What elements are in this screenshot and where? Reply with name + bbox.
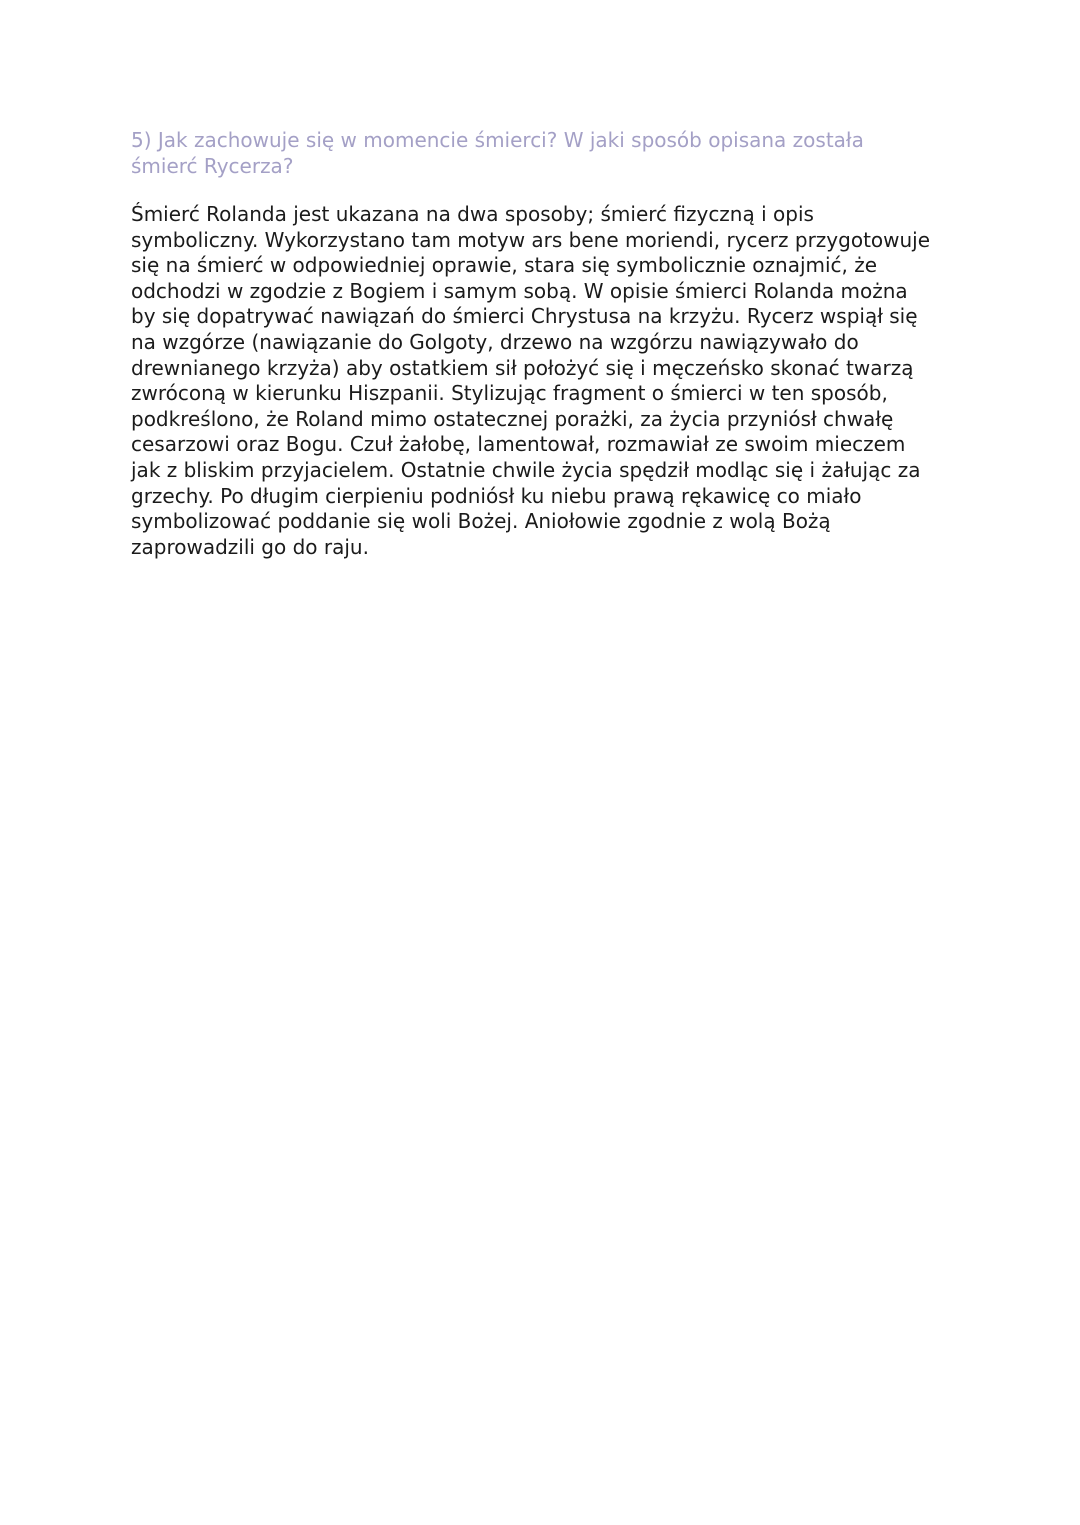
question-heading: 5) Jak zachowuje się w momencie śmierci? W jaki sposób opisana została śmierć Rycerza? (131, 128, 864, 178)
answer-paragraph: Śmierć Rolanda jest ukazana na dwa sposoby; śmierć fizyczną i opis symboliczny. Wykorzystano tam motyw ars bene moriendi, rycerz przygotowuje się na śmierć w odpowiedniej oprawie, stara się symbolicznie oznajmić, że odchodzi w zgodzie z Bogiem i samym sobą. W opisie śmierci Rolanda można by się dopatrywać nawiązań do śmierci Chrystusa na krzyżu. Rycerz wspiął się na wzgórze (nawiązanie do Golgoty, drzewo na wzgórzu nawiązywało do drewnianego krzyża) aby ostatkiem sił położyć się i męczeńsko skonać twarzą zwróconą w kierunku Hiszpanii. Stylizując fragment o śmierci w ten sposób, podkreślono, że Roland mimo ostatecznej porażki, za życia przyniósł chwałę cesarzowi oraz Bogu. Czuł żałobę, lamentował, rozmawiał ze swoim mieczem jak z bliskim przyjacielem. Ostatnie chwile życia spędził modląc się i żałując za grzechy. Po długim cierpieniu podniósł ku niebu prawą rękawicę co miało symbolizować poddanie się woli Bożej. Aniołowie zgodnie z wolą Bożą zaprowadzili go do raju. (131, 202, 931, 559)
